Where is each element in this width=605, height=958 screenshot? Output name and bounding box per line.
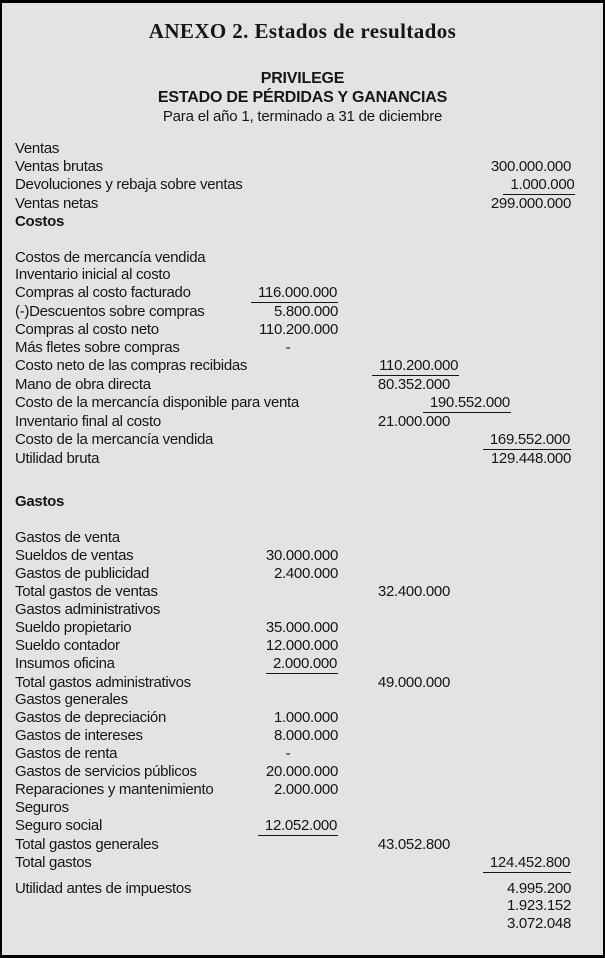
row-label: Seguros bbox=[15, 798, 69, 816]
row-value-c1 bbox=[238, 547, 338, 565]
amount: 12.000.000 bbox=[265, 636, 338, 654]
statement-row bbox=[15, 413, 571, 431]
statement-row bbox=[15, 897, 571, 915]
row-label: Gastos de publicidad bbox=[15, 565, 150, 583]
row-label: Costo neto de las compras recibidas bbox=[15, 356, 248, 374]
statement-section bbox=[15, 249, 571, 468]
row-label: (-)Descuentos sobre compras bbox=[15, 303, 205, 321]
row-label: Gastos de venta bbox=[15, 529, 120, 547]
statement-row bbox=[15, 565, 571, 583]
amount: 4.995.200 bbox=[506, 879, 571, 897]
statement-row bbox=[15, 339, 571, 357]
row-label: Más fletes sobre compras bbox=[15, 339, 180, 357]
statement-row bbox=[15, 583, 571, 601]
row-value-c1 bbox=[238, 284, 338, 303]
row-value-c2 bbox=[338, 674, 450, 692]
statement-row bbox=[15, 450, 571, 468]
row-label: Utilidad antes de impuestos bbox=[15, 879, 192, 897]
statement-row bbox=[15, 727, 571, 745]
row-value-c3 bbox=[454, 176, 575, 195]
row-label: Costos de mercancía vendida bbox=[15, 248, 206, 266]
statement-row bbox=[15, 547, 571, 565]
row-label: Costos bbox=[15, 212, 65, 230]
statement-row bbox=[15, 745, 571, 763]
amount: 116.000.000 bbox=[251, 284, 338, 303]
row-label: Gastos de depreciación bbox=[15, 709, 166, 727]
statement-row bbox=[15, 175, 575, 195]
row-label: Seguro social bbox=[15, 816, 102, 834]
row-value-c3 bbox=[450, 854, 571, 873]
amount: 3.072.048 bbox=[506, 915, 571, 933]
statement-row bbox=[15, 674, 571, 692]
row-label: Gastos de renta bbox=[15, 745, 118, 763]
row-label: Compras al costo facturado bbox=[15, 284, 191, 302]
statement-row bbox=[15, 781, 571, 799]
row-label: Gastos administrativos bbox=[15, 600, 161, 618]
amount: 300.000.000 bbox=[490, 157, 571, 175]
statement-row bbox=[15, 357, 571, 376]
amount: 2.400.000 bbox=[273, 565, 338, 583]
row-label: Inventario inicial al costo bbox=[15, 266, 171, 284]
statement-row bbox=[15, 601, 571, 619]
row-value-c3 bbox=[450, 915, 571, 933]
amount: 35.000.000 bbox=[265, 618, 338, 636]
statement-row bbox=[15, 394, 571, 413]
row-label: Gastos de intereses bbox=[15, 727, 143, 745]
row-label: Compras al costo neto bbox=[15, 321, 159, 339]
row-value-c1 bbox=[238, 637, 338, 655]
statement-row bbox=[15, 431, 571, 450]
row-value-c3 bbox=[450, 897, 571, 915]
dash-value: - bbox=[285, 339, 291, 357]
row-value-c1 bbox=[238, 303, 338, 321]
row-value-c1 bbox=[238, 565, 338, 583]
statement-header bbox=[2, 69, 603, 126]
row-label: Ventas bbox=[15, 140, 60, 157]
amount: 49.000.000 bbox=[377, 673, 450, 691]
row-label: Insumos oficina bbox=[15, 654, 115, 672]
row-value-c2 bbox=[338, 836, 450, 854]
amount: 32.400.000 bbox=[377, 583, 450, 601]
row-value-c2 bbox=[338, 376, 450, 394]
statement-row bbox=[15, 799, 571, 817]
amount: 21.000.000 bbox=[377, 412, 450, 430]
row-label: Sueldo contador bbox=[15, 636, 120, 654]
row-value-c1 bbox=[238, 781, 338, 799]
row-label: Total gastos de ventas bbox=[15, 583, 158, 601]
row-value-c1 bbox=[238, 321, 338, 339]
statement-row bbox=[15, 158, 571, 176]
row-value-c1 bbox=[238, 709, 338, 727]
row-label: Mano de obra directa bbox=[15, 375, 151, 393]
amount: 124.452.800 bbox=[483, 854, 571, 873]
row-label: Total gastos administrativos bbox=[15, 673, 191, 691]
row-value-c2 bbox=[338, 413, 450, 431]
amount: 20.000.000 bbox=[265, 763, 338, 781]
statement-row bbox=[15, 266, 571, 284]
row-label: Inventario final al costo bbox=[15, 412, 161, 430]
statement-row bbox=[15, 213, 571, 231]
row-label: Gastos de servicios públicos bbox=[15, 763, 197, 781]
row-label: Gastos bbox=[15, 493, 65, 511]
row-value-c1 bbox=[238, 727, 338, 745]
row-value-c1 bbox=[238, 655, 338, 674]
statement-row bbox=[15, 321, 571, 339]
row-label: Total gastos generales bbox=[15, 835, 159, 853]
amount: 12.052.000 bbox=[258, 817, 338, 836]
amount: 2.000.000 bbox=[266, 655, 338, 674]
statement-row bbox=[15, 915, 571, 933]
statement-period: Para el año 1, terminado a 31 de diciembre bbox=[162, 108, 443, 125]
amount: 1.923.152 bbox=[506, 897, 571, 915]
amount: 169.552.000 bbox=[483, 431, 571, 450]
amount: 110.200.000 bbox=[372, 357, 459, 376]
amount: 5.800.000 bbox=[273, 303, 338, 321]
statement-row bbox=[15, 303, 571, 321]
amount: 1.000.000 bbox=[503, 176, 575, 195]
statement-row bbox=[15, 854, 571, 873]
statement-row bbox=[15, 691, 571, 709]
row-label: Costo de la mercancía disponible para venta bbox=[15, 393, 299, 411]
statement-title: ESTADO DE PÉRDIDAS Y GANANCIAS bbox=[157, 89, 448, 106]
row-label: Gastos generales bbox=[15, 691, 128, 709]
statement-row bbox=[15, 195, 571, 213]
dash-value: - bbox=[285, 745, 291, 763]
row-value-c1 bbox=[238, 817, 338, 836]
row-value-c1 bbox=[238, 339, 338, 357]
statement-row bbox=[15, 817, 571, 836]
statement-row bbox=[15, 140, 571, 158]
amount: 129.448.000 bbox=[490, 449, 571, 467]
amount: 80.352.000 bbox=[377, 375, 450, 393]
statement-row bbox=[15, 284, 571, 303]
amount: 43.052.800 bbox=[377, 835, 450, 853]
row-label: Utilidad bruta bbox=[15, 449, 100, 467]
row-label: Reparaciones y mantenimiento bbox=[15, 781, 214, 798]
statement-row bbox=[15, 880, 571, 898]
row-label: Ventas brutas bbox=[15, 157, 103, 175]
statement-row bbox=[15, 493, 571, 511]
row-label: Costo de la mercancía vendida bbox=[15, 430, 214, 448]
statement-row bbox=[15, 655, 571, 674]
row-label: Devoluciones y rebaja sobre ventas bbox=[15, 175, 243, 193]
statement-section bbox=[15, 880, 571, 934]
statement-row bbox=[15, 619, 571, 637]
row-value-c3 bbox=[450, 880, 571, 898]
statement-row bbox=[15, 529, 571, 547]
row-value-c1 bbox=[238, 619, 338, 637]
statement-section bbox=[15, 140, 575, 231]
row-value-c1 bbox=[238, 745, 338, 763]
amount: 190.552.000 bbox=[423, 394, 511, 413]
row-value-c3 bbox=[450, 195, 571, 213]
statement-section bbox=[15, 529, 571, 872]
row-value-c1 bbox=[238, 763, 338, 781]
statement-row bbox=[15, 249, 571, 267]
amount: 2.000.000 bbox=[273, 781, 338, 798]
row-value-c3 bbox=[450, 431, 571, 450]
amount: 299.000.000 bbox=[490, 194, 571, 212]
row-value-c3 bbox=[450, 158, 571, 176]
statement-body bbox=[2, 140, 603, 933]
row-label: Sueldo propietario bbox=[15, 618, 132, 636]
amount: 110.200.000 bbox=[258, 321, 338, 339]
row-value-c2 bbox=[399, 394, 511, 413]
row-label: Sueldos de ventas bbox=[15, 547, 134, 565]
statement-row bbox=[15, 836, 571, 854]
row-label: Ventas netas bbox=[15, 194, 99, 212]
amount: 8.000.000 bbox=[273, 727, 338, 745]
row-value-c3 bbox=[450, 450, 571, 468]
row-value-c2 bbox=[338, 583, 450, 601]
statement-row bbox=[15, 376, 571, 394]
statement-section bbox=[15, 493, 571, 511]
company-name: PRIVILEGE bbox=[260, 70, 345, 87]
statement-row bbox=[15, 637, 571, 655]
row-label: Total gastos bbox=[15, 853, 92, 871]
statement-row bbox=[15, 709, 571, 727]
row-value-c2 bbox=[347, 357, 459, 376]
amount: 1.000.000 bbox=[273, 709, 338, 727]
amount: 30.000.000 bbox=[265, 547, 338, 565]
statement-row bbox=[15, 763, 571, 781]
annex-title: ANEXO 2. Estados de resultados bbox=[148, 19, 457, 43]
